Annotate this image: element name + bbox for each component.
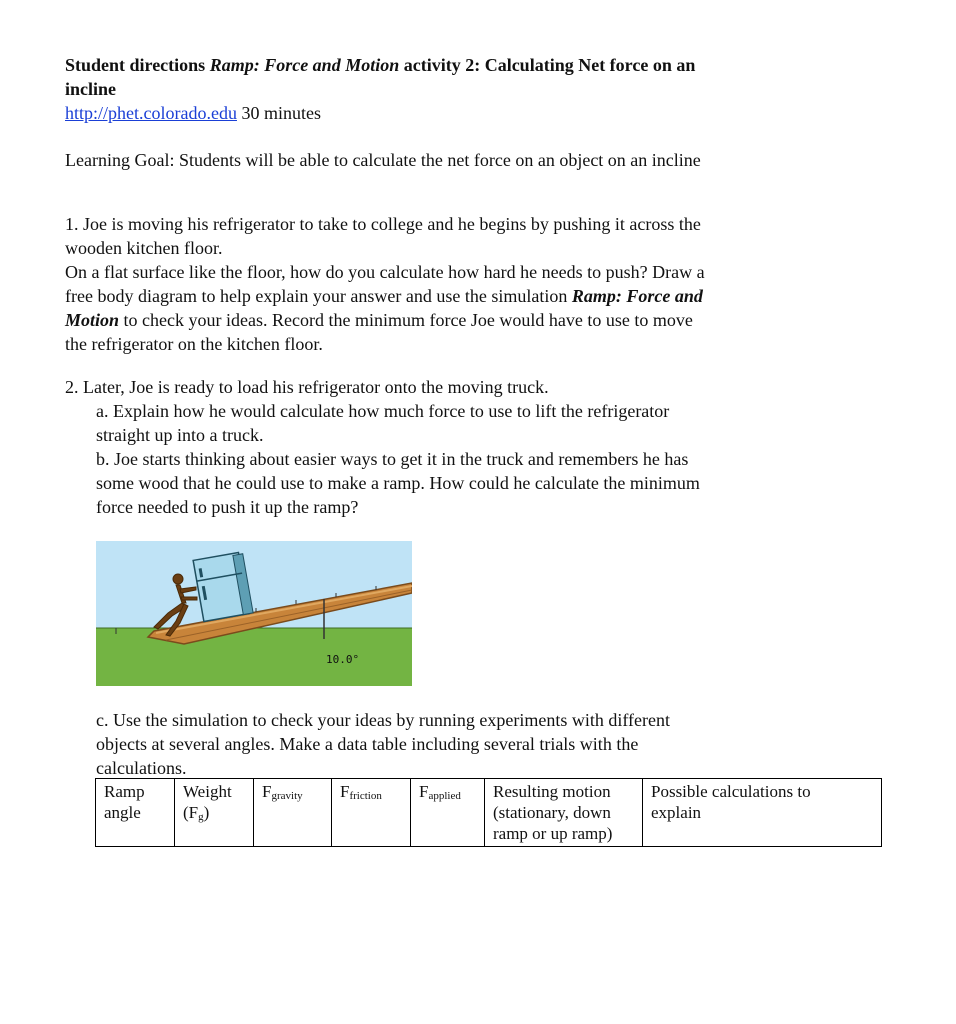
header-possible-calculations: Possible calculations to explain [643,779,882,847]
document-title-line2: incline [65,79,117,99]
q2b-line: force needed to push it up the ramp? [96,497,359,517]
q2c-line: c. Use the simulation to check your ideas by running experiments with different [96,710,671,730]
duration: 30 minutes [241,103,321,123]
q1-line: On a flat surface like the floor, how do you calculate how hard he needs to push? Draw a [65,262,705,282]
q2b-line: b. Joe starts thinking about easier ways to get it in the truck and remembers he has [96,449,689,469]
q1-line: wooden kitchen floor. [65,238,223,258]
header-resulting-motion: Resulting motion (stationary, down ramp or up ramp) [485,779,643,847]
header-f-gravity: $F_{gravity}$ [254,779,332,847]
learning-goal: Learning Goal: Students will be able to calculate the net force on an object on an incline [65,150,701,170]
q1-line: Motion to check your ideas. Record the minimum force Joe would have to use to move [65,310,693,330]
q1-line: free body diagram to help explain your answer and use the simulation Ramp: Force and [65,286,703,306]
refrigerator [193,552,253,622]
q2c-line: objects at several angles. Make a data table including several trials with the [96,734,639,754]
data-table [95,778,882,847]
ramp-simulation-image [96,541,412,686]
q2-line: 2. Later, Joe is ready to load his refrigerator onto the moving truck. [65,377,549,397]
angle-label: 10.0° [326,653,360,666]
q1-line: 1. Joe is moving his refrigerator to take to college and he begins by pushing it across the [65,214,701,234]
q2a-line: a. Explain how he would calculate how much force to use to lift the refrigerator [96,401,670,421]
source-line [65,101,321,125]
q2b-line: some wood that he could use to make a ramp. How could he calculate the minimum [96,473,700,493]
header-ramp-angle: Ramp angle [96,779,175,847]
q1-line: the refrigerator on the kitchen floor. [65,334,323,354]
header-f-friction: $F_{friction}$ [332,779,411,847]
q2c-line: calculations. [96,758,187,778]
document-title: Student directions Ramp: Force and Motion activity 2: Calculating Net force on an [65,55,696,75]
phet-link[interactable]: http://phet.colorado.edu [65,103,237,123]
grass [96,628,412,686]
table-header-row [96,779,882,847]
q2a-line: straight up into a truck. [96,425,264,445]
header-weight: Weight $(F_g)$ [175,779,254,847]
header-f-applied: $F_{applied}$ [411,779,485,847]
